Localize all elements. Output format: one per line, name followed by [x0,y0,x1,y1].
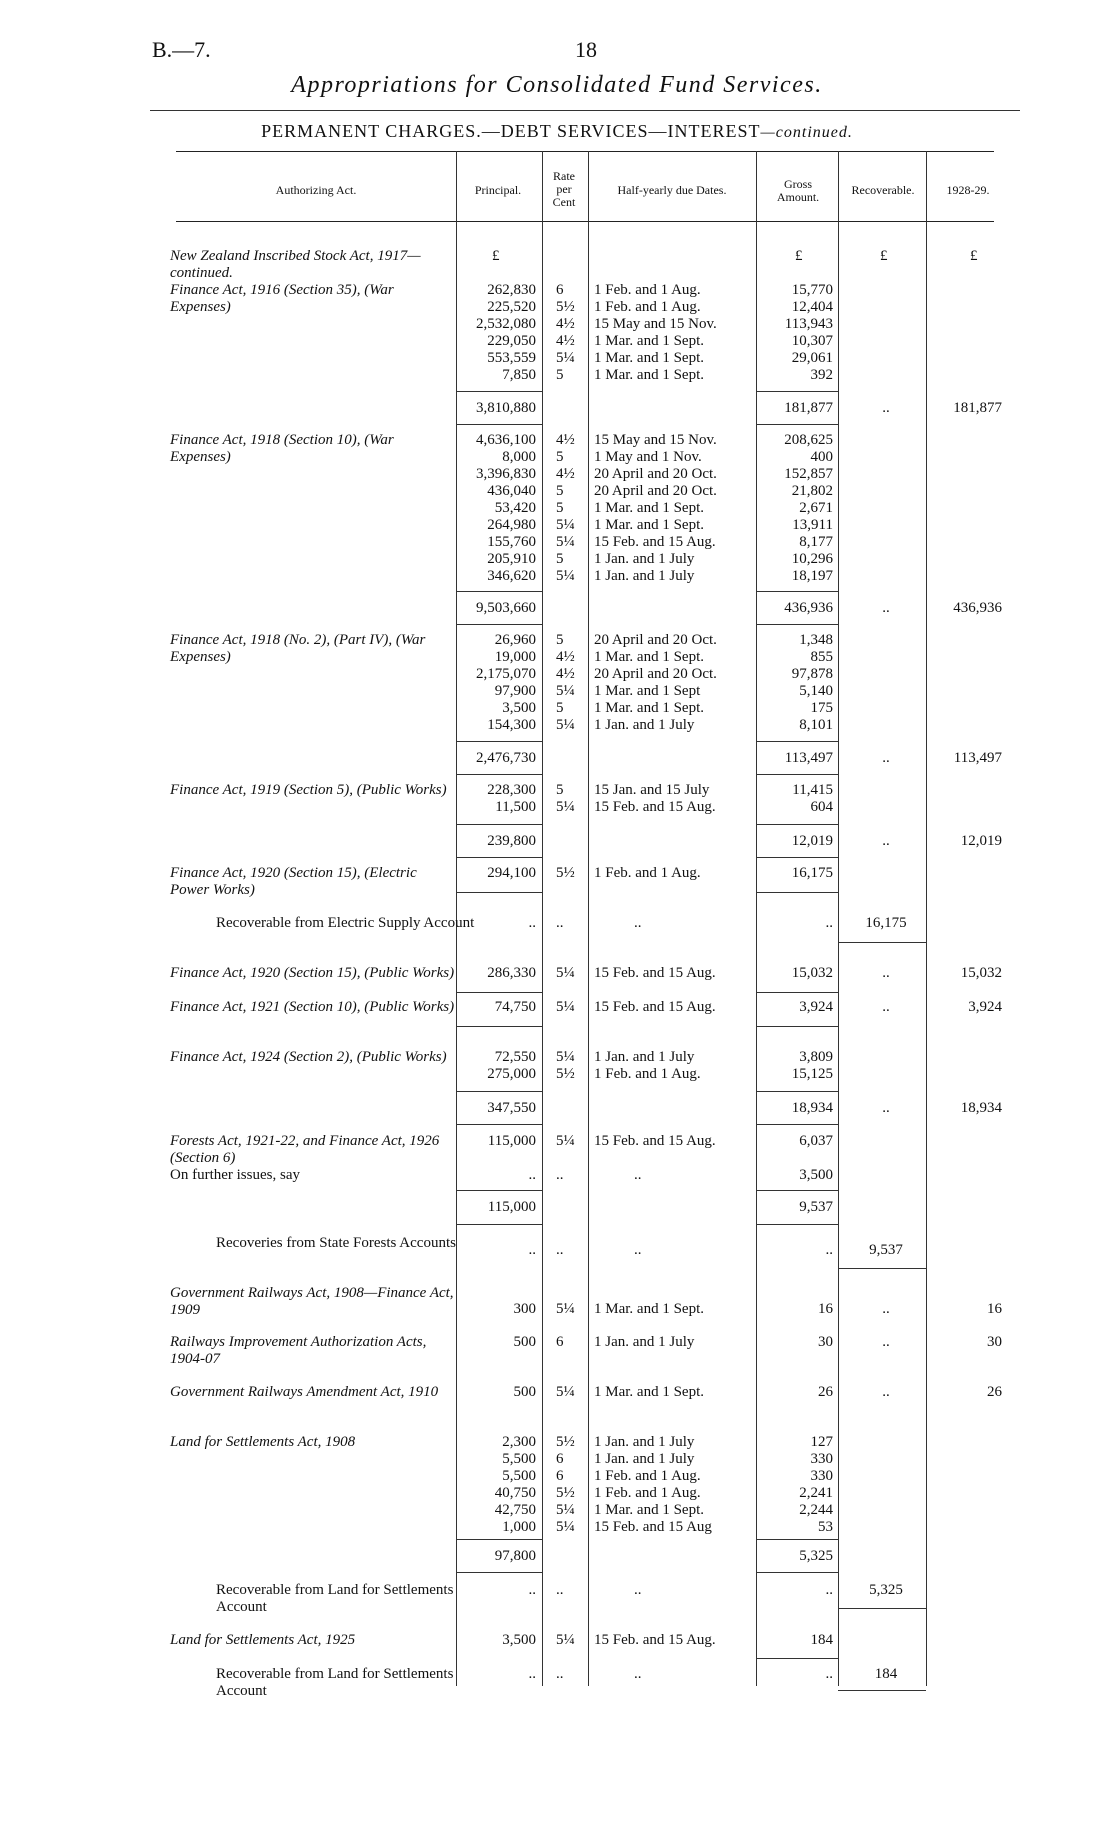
principal-cell: 42,750 [494,1502,536,1518]
principal-cell: 2,300 [502,1434,536,1450]
principal-cell: 97,900 [494,683,536,699]
dates-cell: 15 Feb. and 15 Aug. [594,534,716,550]
gross-cell: 2,241 [799,1485,833,1501]
principal-cell: 3,500 [502,1632,536,1648]
rate-cell: 5¼ [556,1384,575,1400]
rate-cell: 5½ [556,865,575,881]
rate-cell: 5 [556,700,564,716]
gross-cell: 12,404 [791,299,833,315]
title-rule [150,110,1020,111]
gross-cell: 3,924 [799,999,833,1015]
total-gross: 113,497 [784,750,833,766]
principal-cell: 228,300 [487,782,536,798]
dates-cell: 1 Feb. and 1 Aug. [594,282,701,298]
rate-cell: 5¼ [556,999,575,1015]
act-name: Railways Improvement Authorization Acts, 1904-07 [170,1334,427,1367]
principal-cell: 205,910 [487,551,536,567]
rule [456,741,542,742]
recoverable-cell: .. [882,965,890,981]
dots: .. [825,1582,833,1598]
rule [756,774,838,775]
col-header-rate: Rate per Cent [552,169,576,209]
rate-cell: 4½ [556,432,575,448]
principal-cell: 500 [513,1334,536,1350]
gross-cell: 152,857 [784,466,833,482]
dates-cell: 1 Mar. and 1 Sept. [594,517,704,533]
gross-cell: 2,244 [799,1502,833,1518]
principal-cell: 115,000 [487,1133,536,1149]
rate-cell: 6 [556,1468,564,1484]
rate-cell: 5¼ [556,1632,575,1648]
gross-cell: 16,175 [791,865,833,881]
rate-cell: 5¼ [556,568,575,584]
rate-cell: 5¼ [556,1133,575,1149]
total-principal: 9,503,660 [476,600,536,616]
year-cell: 18,934 [960,1100,1002,1116]
rate-cell: 5¼ [556,534,575,550]
dates-cell: 20 April and 20 Oct. [594,483,717,499]
recoverable-cell: .. [882,833,890,849]
gross-cell: 175 [810,700,833,716]
dates-cell: 1 Mar. and 1 Sept. [594,649,704,665]
recoverable-cell: .. [882,1100,890,1116]
total-principal: 115,000 [487,1199,536,1215]
col-rule [838,151,839,1686]
dots: .. [634,1167,642,1183]
rate-cell: 5¼ [556,1049,575,1065]
rate-cell: 4½ [556,316,575,332]
gross-cell: 13,911 [792,517,833,533]
rate-cell: 4½ [556,649,575,665]
gross-cell: 392 [810,367,833,383]
rate-cell: 6 [556,282,564,298]
rate-cell: 5 [556,449,564,465]
rate-cell: 5½ [556,1434,575,1450]
dots: .. [528,1582,536,1598]
rate-cell: 5 [556,782,564,798]
dates-cell: 20 April and 20 Oct. [594,466,717,482]
total-principal: 2,476,730 [476,750,536,766]
dots: .. [556,1167,564,1183]
dates-cell: 1 Jan. and 1 July [594,551,695,567]
rule [756,1026,838,1027]
dates-cell: 15 Jan. and 15 July [594,782,710,798]
recoverable-cell: .. [882,750,890,766]
gross-cell: 53 [818,1519,833,1535]
recoverable-cell: .. [882,400,890,416]
year-cell: 16 [987,1301,1002,1317]
recoverable-cell: .. [882,999,890,1015]
principal-cell: 553,559 [487,350,536,366]
act-name: Government Railways Act, 1908—Finance Act, 1909 [170,1285,454,1318]
dots: .. [556,1666,564,1682]
principal-cell: 155,760 [487,534,536,550]
act-name: Finance Act, 1916 (Section 35), (War Expenses) [170,282,394,315]
dates-cell: 15 Feb. and 15 Aug. [594,799,716,815]
rate-cell: 5 [556,500,564,516]
principal-cell: 294,100 [487,865,536,881]
total-gross: 9,537 [799,1199,833,1215]
dates-cell: 15 Feb. and 15 Aug. [594,965,716,981]
gross-cell: 400 [810,449,833,465]
dates-cell: 1 Feb. and 1 Aug. [594,1468,701,1484]
gross-cell: 330 [810,1451,833,1467]
act-name: Land for Settlements Act, 1908 [170,1434,356,1450]
act-name: Forests Act, 1921-22, and Finance Act, 1926 (Section 6) [170,1133,440,1166]
rule [456,1572,542,1573]
dots: .. [825,1666,833,1682]
recoverable-cell: 5,325 [869,1582,903,1598]
dates-cell: 1 Feb. and 1 Aug. [594,1485,701,1501]
dots: .. [634,1242,642,1258]
rule [456,774,542,775]
dates-cell: 20 April and 20 Oct. [594,632,717,648]
gross-cell: 16 [818,1301,833,1317]
page-title: Appropriations for Consolidated Fund Services. [291,72,823,98]
dates-cell: 1 Mar. and 1 Sept. [594,500,704,516]
principal-cell: 3,396,830 [476,466,536,482]
gross-cell: 184 [810,1632,833,1648]
dots: .. [556,915,564,931]
act-name: Finance Act, 1921 (Section 10), (Public Works) [170,999,455,1015]
dots: .. [528,1242,536,1258]
dates-cell: 1 Feb. and 1 Aug. [594,865,701,881]
rate-cell: 5¼ [556,683,575,699]
dates-cell: 1 Feb. and 1 Aug. [594,1066,701,1082]
recoverable-label: Recoverable from Electric Supply Account [216,915,475,931]
year-cell: 30 [987,1334,1002,1350]
year-cell: 26 [987,1384,1002,1400]
rule [756,1572,838,1573]
year-cell: 436,936 [953,600,1002,616]
total-principal: 347,550 [487,1100,536,1116]
rule [838,1690,926,1691]
dots: .. [528,915,536,931]
rate-cell: 6 [556,1334,564,1350]
rule [756,1658,838,1659]
rule [456,1190,542,1191]
document-reference: B.—7. [152,37,211,62]
rate-cell: 5½ [556,1485,575,1501]
dates-cell: 1 Jan. and 1 July [594,717,695,733]
year-cell: 12,019 [960,833,1002,849]
rule [756,824,838,825]
recoverable-cell: .. [882,1384,890,1400]
rule [838,1608,926,1609]
rate-cell: 5¼ [556,1301,575,1317]
year-cell: 3,924 [968,999,1002,1015]
gross-cell: 330 [810,1468,833,1484]
rate-cell: 5¼ [556,799,575,815]
dates-cell: 15 May and 15 Nov. [594,432,717,448]
principal-cell: 2,175,070 [476,666,536,682]
rule [756,1091,838,1092]
pound-sign: £ [970,248,978,264]
gross-cell: 15,125 [791,1066,833,1082]
principal-cell: 26,960 [494,632,536,648]
col-header-year: 1928-29. [946,183,990,197]
dates-cell: 1 Mar. and 1 Sept [594,683,701,699]
col-header-dates: Half-yearly due Dates. [617,183,727,197]
gross-cell: 26 [818,1384,833,1400]
dots: .. [825,915,833,931]
gross-cell: 3,500 [799,1167,833,1183]
dates-cell: 1 Mar. and 1 Sept. [594,1301,704,1317]
rule [756,1539,838,1540]
gross-cell: 29,061 [791,350,833,366]
dates-cell: 1 Jan. and 1 July [594,1049,695,1065]
principal-cell: 7,850 [502,367,536,383]
total-principal: 3,810,880 [476,400,536,416]
act-name: Finance Act, 1918 (No. 2), (Part IV), (War Expenses) [170,632,426,665]
recoverable-cell: 9,537 [869,1242,903,1258]
rate-cell: 4½ [556,466,575,482]
page-number: 18 [575,37,597,62]
rule [456,624,542,625]
principal-cell: 40,750 [494,1485,536,1501]
dates-cell: 1 Mar. and 1 Sept. [594,350,704,366]
rule [756,424,838,425]
pound-sign: £ [795,248,803,264]
principal-cell: 72,550 [494,1049,536,1065]
dots: .. [528,1666,536,1682]
dates-cell: 1 May and 1 Nov. [594,449,702,465]
total-gross: 181,877 [784,400,833,416]
recoverable-cell: .. [882,1301,890,1317]
principal-cell: 154,300 [487,717,536,733]
further-issues-label: On further issues, say [170,1167,300,1183]
principal-cell: 5,500 [502,1468,536,1484]
rule [456,391,542,392]
dates-cell: 1 Jan. and 1 July [594,1434,695,1450]
total-principal: 97,800 [494,1548,536,1564]
rate-cell: 5 [556,551,564,567]
col-header-principal: Principal. [474,183,522,197]
rule [838,1268,926,1269]
act-name: Finance Act, 1920 (Section 15), (Public Works) [170,965,455,981]
rule [756,591,838,592]
gross-cell: 5,140 [799,683,833,699]
principal-cell: 5,500 [502,1451,536,1467]
principal-cell: 500 [513,1384,536,1400]
rule [756,624,838,625]
principal-cell: 436,040 [487,483,536,499]
rule [756,892,838,893]
gross-cell: 11,415 [792,782,833,798]
gross-cell: 15,032 [791,965,833,981]
principal-cell: 8,000 [502,449,536,465]
dots: .. [556,1242,564,1258]
principal-cell: 262,830 [487,282,536,298]
col-rule [542,151,543,1686]
dates-cell: 1 Mar. and 1 Sept. [594,700,704,716]
gross-cell: 127 [810,1434,833,1450]
recoverable-cell: 16,175 [865,915,907,931]
rule [756,992,838,993]
rule [756,741,838,742]
rate-cell: 4½ [556,333,575,349]
year-cell: 181,877 [953,400,1002,416]
principal-cell: 3,500 [502,700,536,716]
rule [456,1091,542,1092]
dates-cell: 15 May and 15 Nov. [594,316,717,332]
recoverable-cell: .. [882,1334,890,1350]
year-cell: 113,497 [953,750,1002,766]
principal-cell: 74,750 [494,999,536,1015]
rate-cell: 5¼ [556,717,575,733]
rate-cell: 5¼ [556,965,575,981]
principal-cell: 225,520 [487,299,536,315]
rule [456,591,542,592]
recoverable-cell: .. [882,600,890,616]
rate-cell: 5 [556,483,564,499]
dots: .. [825,1242,833,1258]
gross-cell: 30 [818,1334,833,1350]
principal-cell: 275,000 [487,1066,536,1082]
rule [456,824,542,825]
act-name: Land for Settlements Act, 1925 [170,1632,356,1648]
dates-cell: 1 Feb. and 1 Aug. [594,299,701,315]
recoverable-label: Recoverable from Land for Settlements Account [216,1582,454,1615]
principal-cell: 1,000 [502,1519,536,1535]
dates-cell: 1 Mar. and 1 Sept. [594,333,704,349]
principal-cell: 4,636,100 [476,432,536,448]
gross-cell: 1,348 [799,632,833,648]
act-name: Finance Act, 1918 (Section 10), (War Expenses) [170,432,394,465]
pound-sign: £ [880,248,888,264]
dots: .. [528,1167,536,1183]
rule [756,1124,838,1125]
rule [456,424,542,425]
dates-cell: 1 Jan. and 1 July [594,1451,695,1467]
gross-cell: 8,101 [799,717,833,733]
col-header-act: Authorizing Act. [275,183,357,197]
principal-cell: 53,420 [494,500,536,516]
section-subtitle: PERMANENT CHARGES.—DEBT SERVICES—INTEREST—continued. [261,121,853,141]
gross-cell: 18,197 [791,568,833,584]
dates-cell: 1 Jan. and 1 July [594,1334,695,1350]
rule [456,1124,542,1125]
rate-cell: 5 [556,632,564,648]
principal-cell: 229,050 [487,333,536,349]
rule [456,1026,542,1027]
dots: .. [556,1582,564,1598]
gross-cell: 10,296 [791,551,833,567]
dates-cell: 15 Feb. and 15 Aug. [594,999,716,1015]
dots: .. [634,1666,642,1682]
principal-cell: 346,620 [487,568,536,584]
principal-cell: 300 [513,1301,536,1317]
principal-cell: 286,330 [487,965,536,981]
rule [456,992,542,993]
dates-cell: 15 Feb. and 15 Aug [594,1519,712,1535]
dates-cell: 1 Mar. and 1 Sept. [594,367,704,383]
dates-cell: 1 Mar. and 1 Sept. [594,1384,704,1400]
recoverable-label: Recoverable from Land for Settlements Account [216,1666,454,1699]
rule [756,1190,838,1191]
principal-cell: 264,980 [487,517,536,533]
dates-cell: 20 April and 20 Oct. [594,666,717,682]
table-top-rule [176,151,994,152]
gross-cell: 855 [810,649,833,665]
principal-cell: 19,000 [494,649,536,665]
gross-cell: 10,307 [791,333,833,349]
rate-cell: 5 [556,367,564,383]
gross-cell: 3,809 [799,1049,833,1065]
gross-cell: 15,770 [791,282,833,298]
col-header-recoverable: Recoverable. [851,183,915,197]
rule [456,1539,542,1540]
act-name: Finance Act, 1924 (Section 2), (Public Works) [170,1049,447,1065]
rate-cell: 6 [556,1451,564,1467]
gross-cell: 21,802 [791,483,833,499]
rule [456,892,542,893]
recoverable-cell: 184 [874,1666,898,1682]
act-name: Finance Act, 1919 (Section 5), (Public Works) [170,782,447,798]
dates-cell: 15 Feb. and 15 Aug. [594,1632,716,1648]
gross-cell: 113,943 [784,316,833,332]
rule [756,391,838,392]
gross-cell: 604 [810,799,833,815]
act-name: Government Railways Amendment Act, 1910 [170,1384,439,1400]
col-rule [588,151,589,1686]
total-gross: 5,325 [799,1548,833,1564]
dates-cell: 1 Mar. and 1 Sept. [594,1502,704,1518]
rule [756,857,838,858]
gross-cell: 2,671 [799,500,833,516]
gross-cell: 6,037 [799,1133,833,1149]
total-gross: 436,936 [784,600,833,616]
col-header-gross: Gross Amount. [776,177,820,204]
dates-cell: 1 Jan. and 1 July [594,568,695,584]
rate-cell: 5½ [556,1066,575,1082]
gross-cell: 97,878 [791,666,833,682]
rule [456,857,542,858]
header-bottom-rule [176,221,994,222]
principal-cell: 2,532,080 [476,316,536,332]
dots: .. [634,915,642,931]
pound-sign: £ [492,248,500,264]
recoverable-label: Recoveries from State Forests Accounts [216,1235,456,1251]
year-cell: 15,032 [960,965,1002,981]
rule [456,1224,542,1225]
gross-cell: 208,625 [784,432,833,448]
gross-cell: 8,177 [799,534,833,550]
act-name: Finance Act, 1920 (Section 15), (Electric Power Works) [170,865,417,898]
total-gross: 12,019 [791,833,833,849]
rate-cell: 5½ [556,299,575,315]
dates-cell: 15 Feb. and 15 Aug. [594,1133,716,1149]
total-gross: 18,934 [791,1100,833,1116]
act-name: New Zealand Inscribed Stock Act, 1917—continued. [170,248,421,281]
dots: .. [634,1582,642,1598]
rate-cell: 5¼ [556,517,575,533]
rule [838,942,926,943]
rate-cell: 5¼ [556,1519,575,1535]
principal-cell: 11,500 [495,799,536,815]
rate-cell: 4½ [556,666,575,682]
total-principal: 239,800 [487,833,536,849]
rate-cell: 5¼ [556,350,575,366]
rule [756,1224,838,1225]
rate-cell: 5¼ [556,1502,575,1518]
